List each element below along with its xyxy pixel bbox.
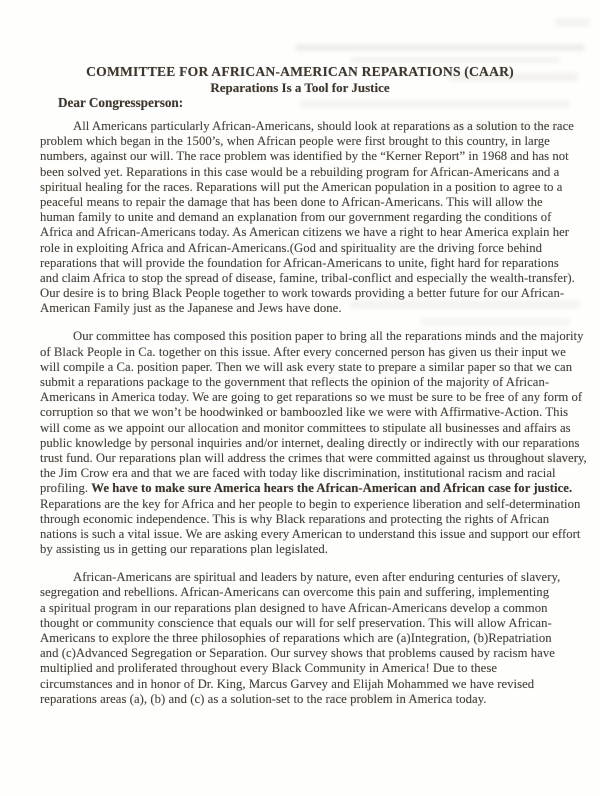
body-text: the Jim Crow era and that we are faced with today like discrimination, institutional racism and racial <box>40 466 556 481</box>
emphasized-text: We have to make sure America hears the African-American and African case for justice. <box>91 481 573 496</box>
body-text: African-Americans are spiritual and leaders by nature, even after enduring centuries of slavery, <box>73 570 561 585</box>
text-line <box>40 180 580 195</box>
scan-artifact <box>295 44 585 51</box>
body-text: public knowledge by personal inquiries and/or internet, dealing directly or indirectly with our reparations <box>40 435 580 450</box>
scan-artifact <box>350 57 560 63</box>
text-line <box>40 286 580 301</box>
text-line <box>40 466 580 481</box>
body-text: multiplied and proliferated throughout every Black Community in America! Due to these <box>40 661 498 676</box>
text-line <box>40 481 580 496</box>
text-line <box>40 225 580 240</box>
text-line <box>40 570 580 585</box>
text-line <box>40 405 580 420</box>
body-text: been solved yet. Reparations in this case would be a rebuilding program for African-Americans and a <box>40 164 560 179</box>
text-line <box>40 241 580 256</box>
text-line <box>40 329 584 344</box>
body-text: through economic independence. This is why Black reparations and protecting the rights of African <box>40 511 550 526</box>
body-text: American Family just as the Japanese and Jews have done. <box>40 301 342 316</box>
body-text: reparations that will provide the foundation for African-Americans to unite, fight hard for reparations <box>40 255 559 270</box>
body-text: a spiritual program in our reparations plan designed to have African-Americans develop a common <box>40 600 548 615</box>
letter-body <box>40 119 587 720</box>
body-text: problem which began in the 1500’s, when African people were first brought to this country, in large <box>40 134 550 149</box>
body-text: of Black People in Ca. together on this issue. After every concerned person has given us their input we <box>40 344 566 359</box>
text-line <box>40 450 587 466</box>
body-text: Our desire is to bring Black People together to work towards providing a better future for our African- <box>40 286 565 301</box>
body-text: trust fund. Our reparations plan will address the crimes that were committed against us throughout slavery, <box>40 450 587 465</box>
text-line <box>40 436 580 451</box>
body-text: Our committee has composed this position paper to bring all the reparations minds and the majority <box>73 329 584 344</box>
scan-artifact <box>300 100 570 108</box>
body-text: will come as we appoint our allocation and monitor committees to stipulate all businesses and affairs as <box>40 420 571 435</box>
text-line <box>40 527 580 542</box>
text-line <box>40 692 580 707</box>
text-line <box>40 601 580 616</box>
text-line <box>40 165 580 180</box>
text-line <box>40 210 580 225</box>
text-line <box>40 345 580 360</box>
body-text: reparations areas (a), (b) and (c) as a solution-set to the race problem in America today. <box>40 691 487 706</box>
text-line <box>40 677 580 692</box>
text-line <box>40 497 580 512</box>
text-line <box>40 360 580 375</box>
body-text: will compile a Ca. position paper. Then we will ask every state to prepare a similar paper so that we can <box>40 359 573 374</box>
body-text: Africa and African-Americans today. As American citizens we have a right to hear America explain her <box>40 225 570 240</box>
text-line <box>40 134 580 149</box>
text-line <box>40 271 580 286</box>
text-line <box>40 421 580 436</box>
text-line <box>40 119 580 134</box>
body-text: circumstances and in honor of Dr. King, Marcus Garvey and Elijah Mohammed we have revised <box>40 676 535 691</box>
salutation: Dear Congressperson: <box>58 95 184 110</box>
text-line <box>40 375 580 390</box>
body-text: segregation and rebellions. African-Americans can overcome this pain and suffering, implementing <box>40 585 550 600</box>
paragraph <box>40 570 580 707</box>
body-text: peaceful means to repair the damage that has been done to African-Americans. This will allow the <box>40 194 543 209</box>
body-text: spiritual healing for the races. Reparations will put the American population in a position to agree to a <box>40 179 563 194</box>
body-text: numbers, against our will. The race problem was identified by the “Kerner Report” in 1968 and has not <box>40 149 569 164</box>
text-line <box>40 195 580 210</box>
text-line <box>40 256 580 271</box>
body-text: nations is such a vital issue. We are asking every American to understand this issue and support our effort <box>40 526 581 541</box>
body-text: human family to unite and demand an explanation from our government regarding the conditions of <box>40 210 552 225</box>
body-text: role in exploiting Africa and African-Americans.(God and spirituality are the driving force behind <box>40 240 543 255</box>
text-line <box>40 301 580 316</box>
text-line <box>40 390 583 405</box>
body-text: All Americans particularly African-Americans, should look at reparations as a solution to the race <box>73 119 574 133</box>
text-line <box>40 149 580 164</box>
text-line <box>40 542 580 557</box>
body-text: Americans in America today. We are going to get reparations so we must be sure to be free of any form of <box>40 390 583 405</box>
body-text: Americans to explore the three philosophies of reparations which are (a)Integration, (b)Repatriation <box>40 631 552 645</box>
text-line <box>40 585 580 600</box>
body-text: and claim Africa to stop the spread of disease, famine, tribal-conflict and especially the wealth-transfer). <box>40 270 575 285</box>
body-text: Reparations are the key for Africa and her people to begin to experience liberation and self-determination <box>40 496 581 511</box>
body-text: and (c)Advanced Segregation or Separation. Our survey shows that problems caused by racism have <box>40 646 555 661</box>
body-text: submit a reparations package to the government that reflects the opinion of the majority of African- <box>40 375 550 389</box>
scan-artifact <box>555 18 590 27</box>
text-line <box>40 646 580 661</box>
body-text: corruption so that we won’t be hoodwinked or bamboozled like we were with Affirmative-Action. This <box>40 405 569 420</box>
document-title: COMMITTEE FOR AFRICAN-AMERICAN REPARATIONS (CAAR) <box>86 64 514 79</box>
text-line <box>40 512 580 527</box>
text-line <box>40 631 580 646</box>
paragraph <box>40 119 580 316</box>
body-text: by assisting us in getting our reparations plan legislated. <box>40 542 329 557</box>
body-text: thought or community conscience that equals our will for self preservation. This will allow African- <box>40 615 552 630</box>
body-text: profiling. <box>40 481 92 496</box>
text-line <box>40 661 580 676</box>
document-subtitle: Reparations Is a Tool for Justice <box>210 80 390 95</box>
paragraph <box>40 329 587 557</box>
text-line <box>40 616 580 631</box>
